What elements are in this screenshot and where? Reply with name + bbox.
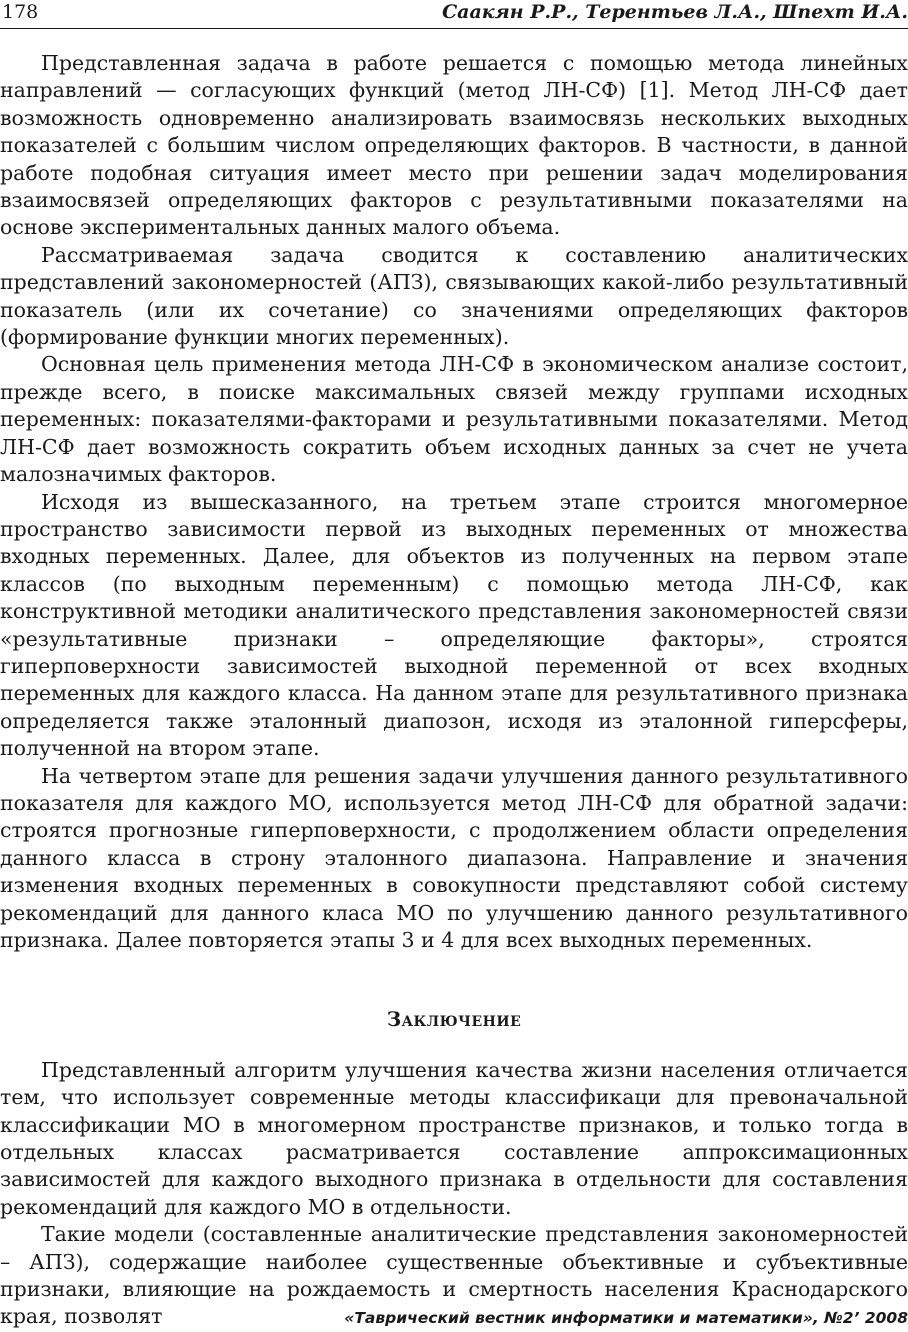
section-heading-conclusion: Заключение [386, 1007, 522, 1032]
paragraph: Такие модели (составленные аналитические представления закономерностей – АПЗ), содержащие наиболее существенные объективные и субъективные признаки, влияющие на рождаемость и смертность населения Краснодарского края, позволят [0, 1222, 908, 1329]
journal-footer: «Таврический вестник информатики и математики», №2’ 2008 [344, 1309, 908, 1327]
paragraph: На четвертом этапе для решения задачи улучшения данного результативного показателя для каждого МО, используется метод ЛН-СФ для обратной задачи: строятся прогнозные гиперповерхности, с продолжением области определения данного класса в строну эталонного диапазона. Направление и значения изменения входных переменных в совокупности представляют собой систему рекомендаций для данного класа МО по улучшению данного результативного признака. Далее повторяется этапы 3 и 4 для всех выходных переменных. [0, 763, 908, 952]
paragraph: Представленный алгоритм улучшения качества жизни населения отличается тем, что использует современные методы классификаци для превоначальной классификации МО в многомерном пространстве признаков, и только тогда в отдельных классах расматривается составление аппроксимационных зависимостей для каждого выходного признака в отдельности для составления рекомендаций для каждого МО в отдельности. [0, 1057, 908, 1219]
paragraph: Рассматриваемая задача сводится к составлению аналитических представлений закономерностей (АПЗ), связывающих какой-либо результативный показатель (или их сочетание) со значениями определяющих факторов (формирование функции многих переменных). [0, 242, 908, 350]
page-number: 178 [2, 1, 39, 23]
page-header [0, 0, 908, 29]
article-body [0, 50, 908, 1331]
paragraph: Исходя из вышесказанного, на третьем этапе строится многомерное пространство зависимости первой из выходных переменных от множества входных переменных. Далее, для объектов из полученных на первом этапе классов (по выходным переменным) с помощью метода ЛН-СФ, как конструктивной методики аналитического представления закономерностей связи «результативные признаки – определяющие факторы», строятся гиперповерхности зависимостей выходной переменной от всех входных переменных для каждого класса. На данном этапе для результативного признака определяется также эталонный диапозон, исходя из эталонной гиперсферы, полученной на втором этапе. [0, 489, 908, 761]
running-head-authors: Саакян Р.Р., Терентьев Л.А., Шпехт И.А. [442, 1, 908, 23]
paragraph: Основная цель применения метода ЛН-СФ в экономическом анализе состоит, прежде всего, в поиске максимальных связей между группами исходных переменных: показателями-факторами и результативными показателями. Метод ЛН-СФ дает возможность сократить объем исходных данных за счет не учета малозначимых факторов. [0, 352, 908, 487]
paragraph: Представленная задача в работе решается с помощью метода линейных направлений — согласующих функций (метод ЛН-СФ) [1]. Метод ЛН-СФ дает возможность одновременно анализировать взаимосвязь нескольких выходных показателей с большим числом определяющих факторов. В частности, в данной работе подобная ситуация имеет место при решении задач моделирования взаимосвязей определяющих факторов с результативными показателями на основе экспериментальных данных малого объема. [0, 51, 908, 240]
